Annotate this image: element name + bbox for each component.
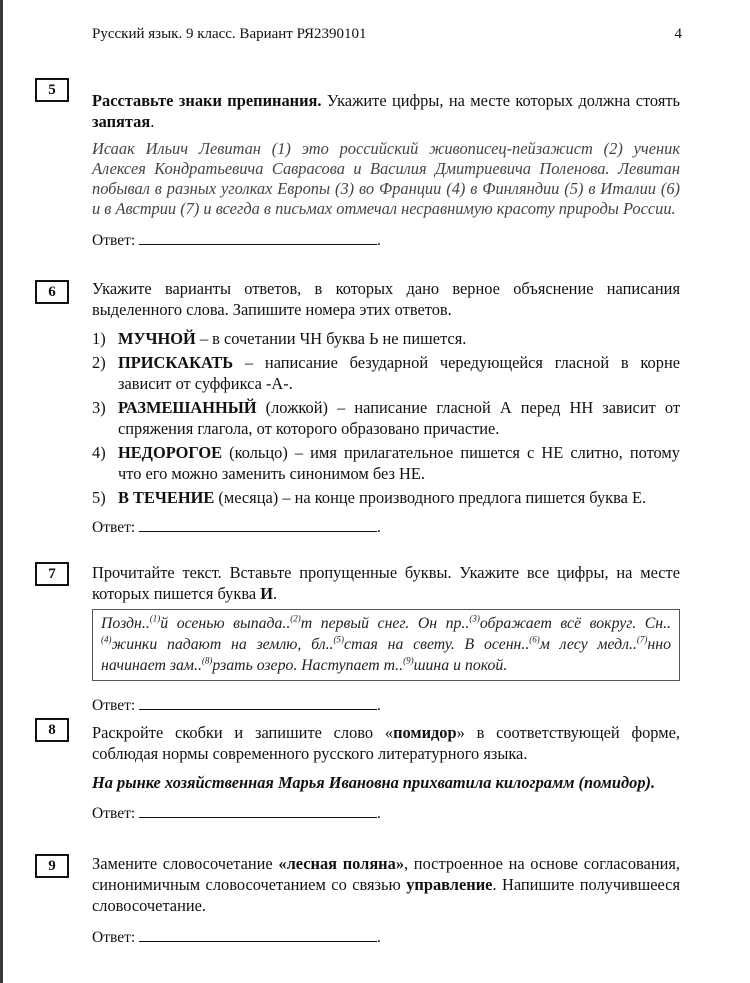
page-number: 4 — [674, 26, 682, 42]
task-7-instruction: Прочитайте текст. Вставьте пропущенные буквы. Укажите все цифры, на месте которых пишется буква И. — [92, 563, 680, 603]
task-6 — [92, 278, 680, 538]
task-9-instruction: Замените словосочетание «лесная поляна», построенное на основе согласования, синонимичным словосочетанием со связью управление. Напишите получившееся словосочетание. — [92, 854, 680, 915]
task-5-answer[interactable]: Ответ: . — [92, 232, 381, 249]
task-8-answer[interactable]: Ответ: . — [92, 805, 381, 822]
task-5 — [92, 90, 680, 251]
task-6-answer[interactable]: Ответ: . — [92, 519, 381, 536]
answer-line[interactable] — [139, 803, 377, 818]
answer-line[interactable] — [139, 695, 377, 710]
answer-line[interactable] — [139, 230, 377, 245]
task-8-sentence: На рынке хозяйственная Марья Ивановна прихватила килограмм (помидор). — [92, 773, 656, 792]
task-7-text-box: Поздн..$^{(1)}$й осенью выпада..$^{(2)}$т первый снег. Он пр..$^{(3)}$ображает всё вокруг. Сн..$^{(4)}$жинки падают на землю, бл..$^{(5)}$стая на свету. В осенн..$^{(6)}$м лесу медл..$^{(7)}$нно начинает зам..$^{(8)}$рзать озеро. Наступает т..$^{(9)}$шина и покой. — [92, 609, 680, 681]
task-number-6: 6 — [35, 280, 69, 304]
task-5-text: Исаак Ильич Левитан (1) это российский живописец-пейзажист (2) ученик Алексея Кондратьевича Саврасова и Василия Дмитриевича Поленова. Левитан побывал в разных уголках Европы (3) во Франции (4) в Финляндии (5) в Италии (6) и в Австрии (7) и всегда в письмах отмечал несравнимую красоту природы России. — [92, 139, 680, 218]
option-item: 4) НЕДОРОГОЕ (кольцо) – имя прилагательное пишется с НЕ слитно, потому что его можно заменить синонимом без НЕ. — [92, 443, 680, 483]
option-item: 3) РАЗМЕШАННЫЙ (ложкой) – написание гласной А перед НН зависит от спряжения глагола, от которого образовано причастие. — [92, 398, 680, 438]
task-number-9: 9 — [35, 854, 69, 878]
page-header — [92, 26, 682, 43]
task-9-answer[interactable]: Ответ: . — [92, 929, 381, 946]
task-number-8: 8 — [35, 718, 69, 742]
task-number-7: 7 — [35, 562, 69, 586]
answer-line[interactable] — [139, 517, 377, 532]
task-8 — [92, 722, 680, 824]
task-7 — [92, 562, 680, 716]
task-6-instruction: Укажите варианты ответов, в которых дано верное объяснение написания выделенного слова. Запишите номера этих ответов. — [92, 279, 680, 319]
option-item: 2) ПРИСКАКАТЬ – написание безударной чередующейся гласной в корне зависит от суффикса -А-. — [92, 353, 680, 393]
task-8-instruction: Раскройте скобки и запишите слово «помидор» в соответствующей форме, соблюдая нормы современного русского литературного языка. — [92, 723, 680, 763]
task-7-answer[interactable]: Ответ: . — [92, 697, 381, 714]
option-item: 1) МУЧНОЙ – в сочетании ЧН буква Ь не пишется. — [92, 329, 467, 348]
answer-line[interactable] — [139, 927, 377, 942]
option-item: 5) В ТЕЧЕНИЕ (месяца) – на конце производного предлога пишется буква Е. — [92, 488, 647, 507]
task-number-5: 5 — [35, 78, 69, 102]
header-title: Русский язык. 9 класс. Вариант РЯ2390101 — [92, 26, 367, 42]
task-6-options — [92, 328, 680, 508]
task-5-instruction: Расставьте знаки препинания. Укажите цифры, на месте которых должна стоять запятая. — [92, 91, 680, 131]
page-left-border — [0, 0, 3, 983]
task-9 — [92, 853, 680, 948]
